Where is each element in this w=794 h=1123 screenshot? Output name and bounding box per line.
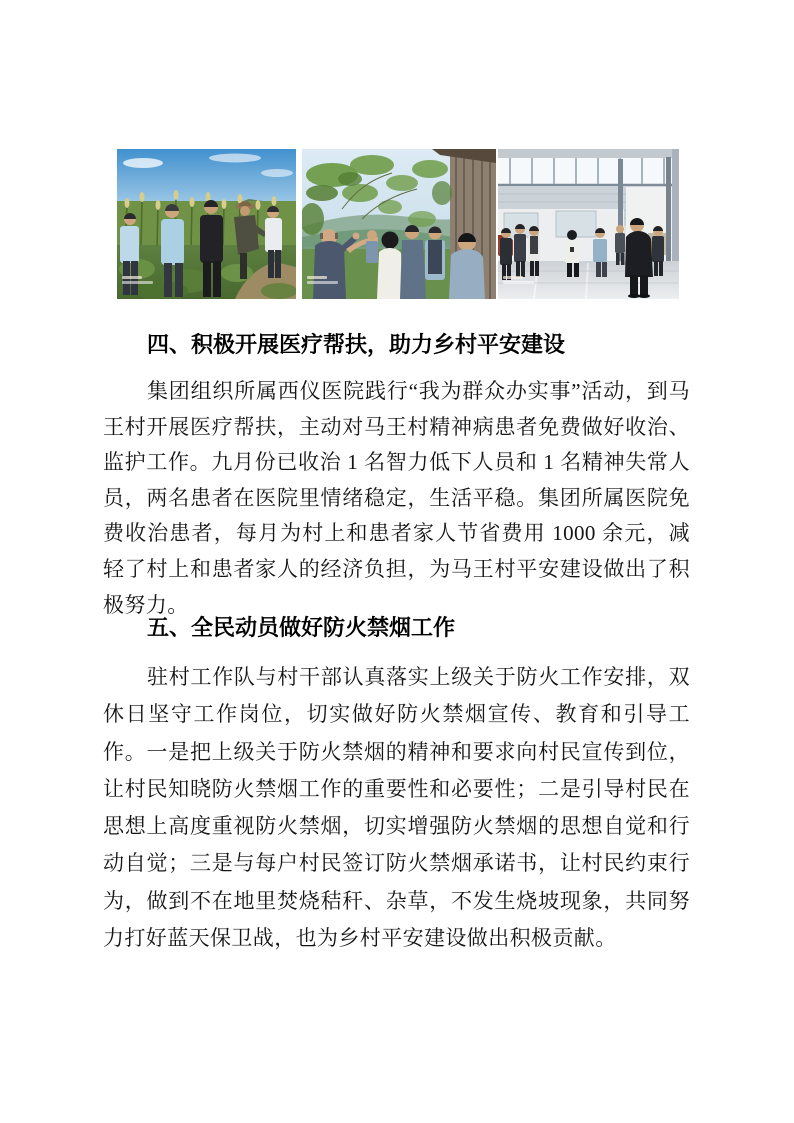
section-paragraph-fire-prevention: 驻村工作队与村干部认真落实上级关于防火工作安排，双休日坚守工作岗位，切实做好防火禁烟宣传、教育和引导工作。一是把上级关于防火禁烟的精神和要求向村民宣传到位，让村民知晓防火禁烟工作的重要性和必要性；二是引导村民在思想上高度重视防火禁烟，切实增强防火禁烟的思想自觉和行动自觉；三是与每户村民签订防火禁烟承诺书，让村民约束行为，做到不在地里焚烧秸秆、杂草，不发生烧坡现象，共同努力打好蓝天保卫战，也为乡村平安建设做出积极贡献。 — [103, 665, 690, 951]
section-paragraph-medical-aid: 集团组织所属西仪医院践行“我为群众办实事”活动，到马王村开展医疗帮扶，主动对马王村精神病患者免费做好收治、监护工作。九月份已收治 1 名智力低下人员和 1 名精神失常人员，两名患者在医院里情绪稳定，生活平稳。集团所属医院免费收治患者，每月为村上和患者家人节省费用 1000 余元，减轻了村上和患者家人的经济负担，为马王村平安建设做出了积极努力。 — [103, 379, 690, 617]
photo-strip — [117, 149, 679, 299]
section-heading-medical-aid: 四、积极开展医疗帮扶，助力乡村平安建设 — [147, 332, 566, 357]
camera-watermark — [122, 276, 156, 286]
section-heading-fire-prevention: 五、全民动员做好防火禁烟工作 — [147, 615, 456, 640]
camera-watermark — [503, 276, 537, 286]
camera-watermark — [307, 276, 341, 286]
